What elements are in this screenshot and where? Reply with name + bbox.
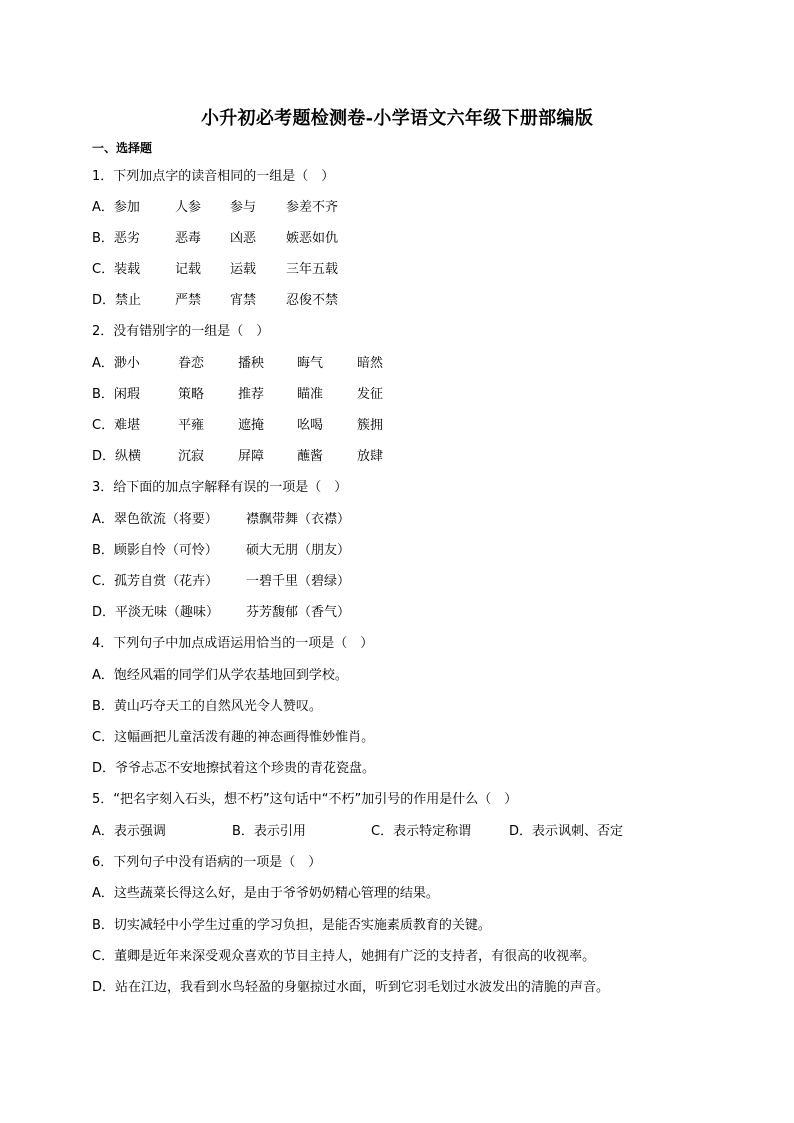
option-word: 蘸酱	[297, 449, 324, 464]
option-word: 沉寂	[178, 449, 205, 464]
option-word: 平雍	[178, 418, 205, 433]
option-label: C．装载	[92, 262, 141, 277]
q6-option-d[interactable]: D．站在江边，我看到水鸟轻盈的身躯掠过水面，听到它羽毛划过水波发出的清脆的声音。	[92, 980, 610, 995]
option-word: 三年五载	[286, 262, 339, 277]
option-word: 策略	[178, 387, 205, 402]
option-part: B．顾影自怜（可怜）	[92, 543, 218, 558]
option-word: 运载	[230, 262, 257, 277]
option-word: 严禁	[175, 293, 202, 308]
option-word: 记载	[175, 262, 202, 277]
option-word: 参与	[230, 200, 257, 215]
q2-stem: 2．没有错别字的一组是（ ）	[92, 324, 270, 339]
q5-stem: 5．“把名字刻入石头，想不朽”这句话中“不朽”加引号的作用是什么（ ）	[92, 792, 518, 807]
q6-option-a[interactable]: A．这些蔬菜长得这么好，是由于爷爷奶奶精心管理的结果。	[92, 886, 439, 901]
q1-stem: 1．下列加点字的读音相同的一组是（ ）	[92, 169, 335, 184]
q6-option-c[interactable]: C．董卿是近年来深受观众喜欢的节目主持人，她拥有广泛的支持者，有很高的收视率。	[92, 949, 596, 964]
option-label: B．闲瑕	[92, 387, 140, 402]
option-word: 瞄准	[297, 387, 324, 402]
q5-option-a[interactable]: A．表示强调	[92, 824, 166, 839]
option-label: A．渺小	[92, 356, 140, 371]
option-word: 晦气	[297, 356, 324, 371]
option-word: 忍俊不禁	[286, 293, 339, 308]
option-word: 眷恋	[178, 356, 205, 371]
option-word: 人参	[175, 200, 202, 215]
option-word: 宵禁	[230, 293, 257, 308]
option-part: A．翠色欲流（将要）	[92, 512, 218, 527]
option-word: 遮掩	[238, 418, 265, 433]
option-part: 硕大无朋（朋友）	[246, 543, 351, 558]
option-word: 发征	[357, 387, 384, 402]
q6-stem: 6．下列句子中没有语病的一项是（ ）	[92, 855, 322, 870]
q4-option-d[interactable]: D．爷爷忐忑不安地擦拭着这个珍贵的青花瓷盘。	[92, 761, 376, 776]
q4-option-a[interactable]: A．饱经风霜的同学们从学农基地回到学校。	[92, 668, 348, 683]
option-word: 屏障	[238, 449, 265, 464]
option-label: B．恶劣	[92, 231, 140, 246]
option-word: 吆喝	[297, 418, 324, 433]
option-part: 襟飘带舞（衣襟）	[246, 512, 351, 527]
q3-stem: 3．给下面的加点字解释有误的一项是（ ）	[92, 480, 348, 495]
q4-option-b[interactable]: B．黄山巧夺天工的自然风光令人赞叹。	[92, 699, 322, 714]
option-word: 簇拥	[357, 418, 384, 433]
option-word: 参差不齐	[286, 200, 339, 215]
option-label: D．纵横	[92, 449, 142, 464]
option-word: 嫉恶如仇	[286, 231, 339, 246]
option-word: 播秧	[238, 356, 265, 371]
option-part: 芬芳馥郁（香气）	[246, 605, 351, 620]
option-word: 推荐	[238, 387, 265, 402]
option-word: 放肆	[357, 449, 384, 464]
q5-option-b[interactable]: B．表示引用	[232, 824, 306, 839]
option-label: A．参加	[92, 200, 140, 215]
q4-option-c[interactable]: C．这幅画把儿童活泼有趣的神态画得惟妙惟肖。	[92, 730, 375, 745]
q5-option-c[interactable]: C．表示特定称谓	[371, 824, 472, 839]
option-part: D．平淡无味（趣味）	[92, 605, 220, 620]
q6-option-b[interactable]: B．切实减轻中小学生过重的学习负担，是能否实施素质教育的关键。	[92, 918, 491, 933]
option-word: 恶毒	[175, 231, 202, 246]
option-label: C．难堪	[92, 418, 141, 433]
section-heading: 一、选择题	[92, 141, 153, 155]
option-label: D．禁止	[92, 293, 142, 308]
q5-option-d[interactable]: D．表示讽刺、否定	[509, 824, 624, 839]
option-word: 凶恶	[230, 231, 257, 246]
option-part: 一碧千里（碧绿）	[246, 574, 351, 589]
option-word: 暗然	[357, 356, 384, 371]
q4-stem: 4．下列句子中加点成语运用恰当的一项是（ ）	[92, 636, 374, 651]
page-title: 小升初必考题检测卷-小学语文六年级下册部编版	[200, 108, 594, 129]
option-part: C．孤芳自赏（花卉）	[92, 574, 219, 589]
